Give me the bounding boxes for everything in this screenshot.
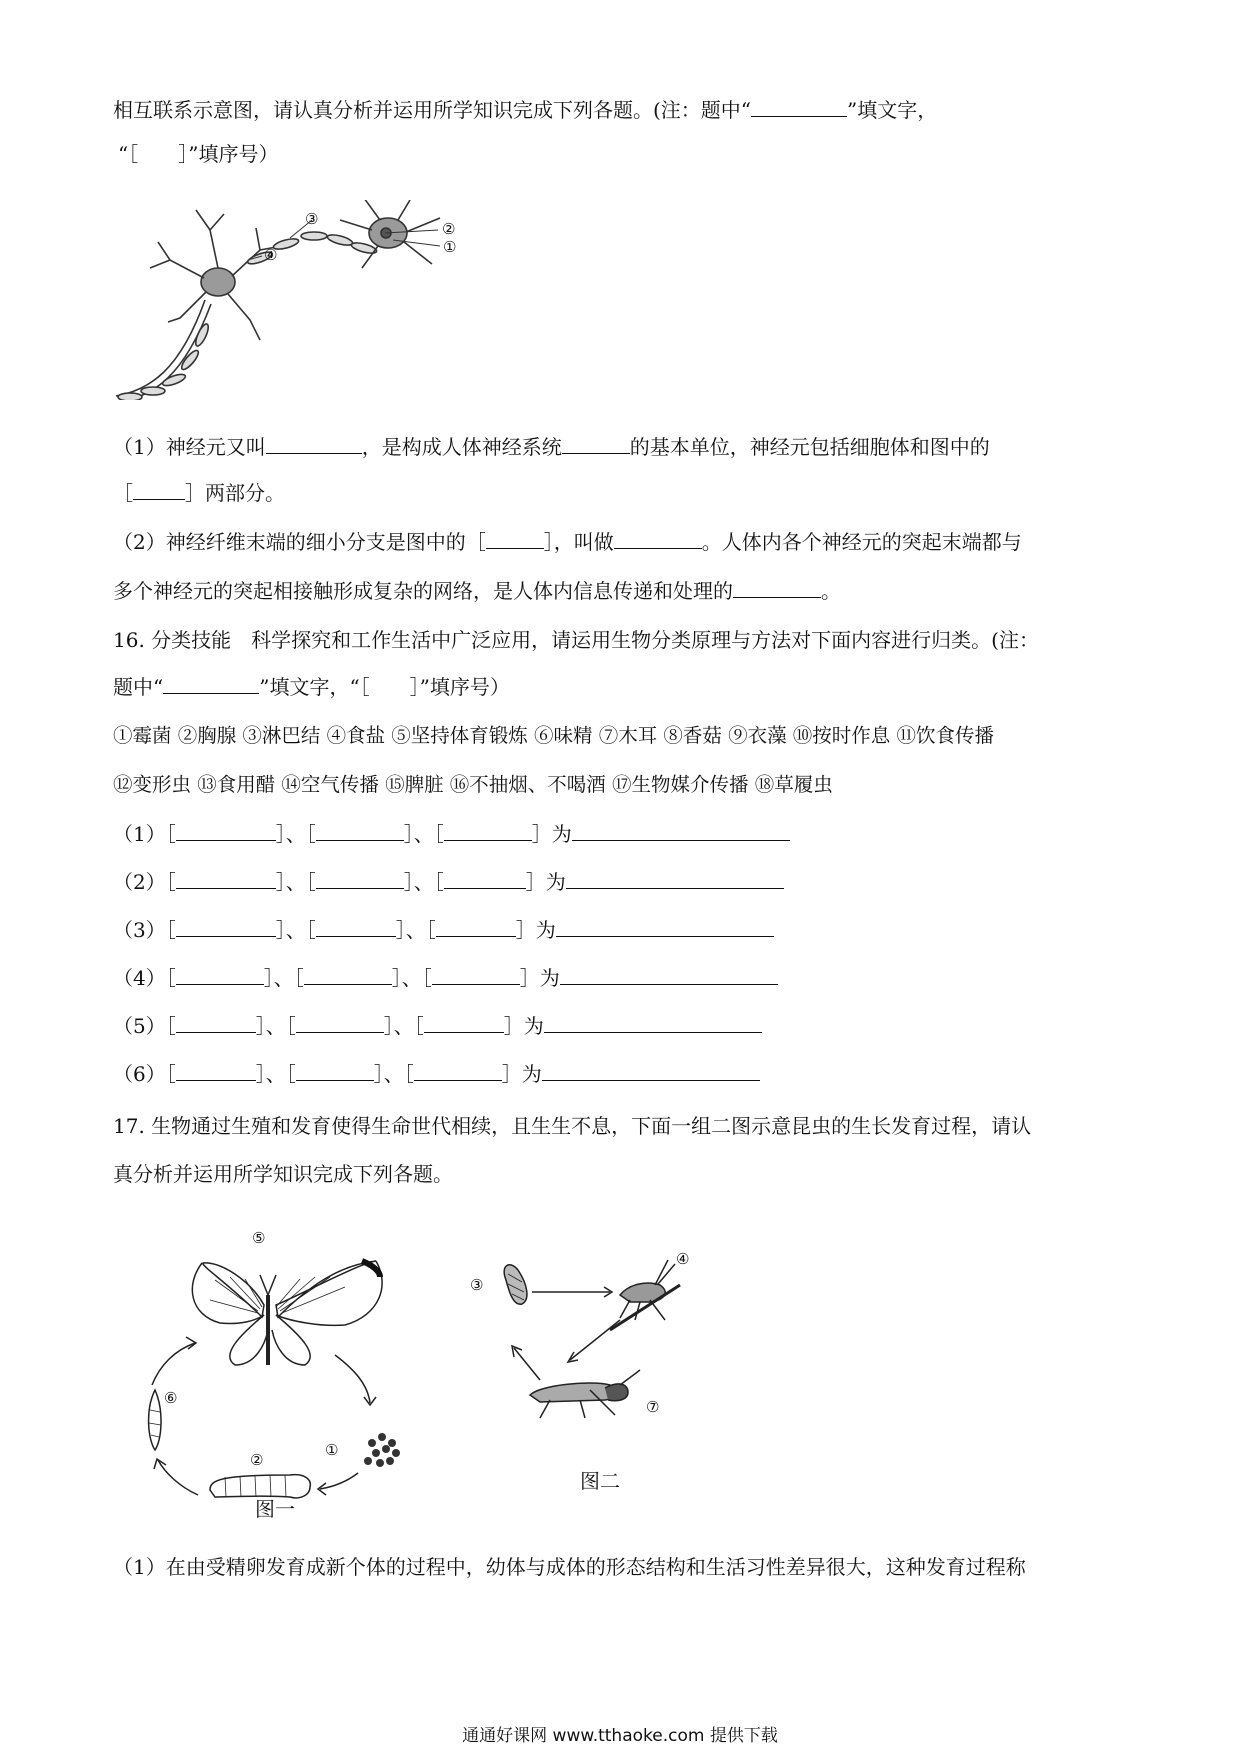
answer-blank [414,1060,502,1081]
q16-answer-row-6: （6）［ ］、［ ］、［ ］为 [113,1060,760,1088]
answer-blank [176,868,276,889]
q16-answer-row-3: （3）［ ］、［ ］、［ ］为 [113,916,774,944]
answer-blank [163,673,259,694]
answer-blank [436,916,516,937]
intro-line-1: 相互联系示意图，请认真分析并运用所学知识完成下列各题。(注：题中“ ”填文字， [113,98,938,122]
q16-answer-row-1: （1）［ ］、［ ］、［ ］为 [113,820,790,848]
answer-blank [176,964,264,985]
answer-blank [266,433,362,454]
figure-2-grasshopper-cycle [470,1240,710,1420]
q16-answer-row-4: （4）［ ］、［ ］、［ ］为 [113,964,778,992]
q15-part-1-cont: ［ ］两部分。 [113,481,285,505]
fig2-label-3: ③ [470,1276,484,1294]
answer-blank [432,964,520,985]
answer-blank [316,868,404,889]
neuron-diagram [110,200,530,400]
fig1-label-5: ⑤ [252,1229,266,1247]
answer-blank [444,820,532,841]
page-footer: 通通好课网 www.tthaoke.com 提供下载 [462,1726,778,1746]
q17-title-cont: 真分析并运用所学知识完成下列各题。 [113,1162,453,1186]
q15-part-2: （2）神经纤维末端的细小分支是图中的［ ］，叫做 。人体内各个神经元的突起末端都与 [113,530,1022,554]
neuron-label-3: ③ [305,210,319,228]
answer-blank [424,1012,504,1033]
fig1-label-2: ② [250,1451,264,1469]
answer-blank [444,868,526,889]
answer-blank [176,916,276,937]
q16-answer-row-2: （2）［ ］、［ ］、［ ］为 [113,868,784,896]
answer-blank [556,916,774,937]
answer-blank [566,868,784,889]
answer-blank [316,916,396,937]
q16-title-cont: 题中“ ”填文字，“［ ］”填序号） [113,675,510,699]
answer-blank [544,1012,762,1033]
q16-answer-row-5: （5）［ ］、［ ］、［ ］为 [113,1012,762,1040]
eggs-icon [364,1433,400,1467]
answer-blank [733,577,821,598]
answer-blank [614,528,702,549]
q16-items-line-2: ⑫变形虫 ⑬食用醋 ⑭空气传播 ⑮脾脏 ⑯不抽烟、不喝酒 ⑰生物媒介传播 ⑱草履虫 [113,773,833,796]
answer-blank [560,964,778,985]
fig2-label-7: ⑦ [646,1398,660,1416]
answer-blank [572,820,790,841]
fig1-label-1: ① [325,1441,339,1459]
figure-1-butterfly-cycle [140,1225,450,1515]
answer-blank [133,479,185,500]
figure-2-caption: 图二 [580,1469,620,1493]
answer-blank [296,1060,374,1081]
q15-part-1: （1）神经元又叫 ，是构成人体神经系统 的基本单位，神经元包括细胞体和图中的 [113,435,990,459]
answer-blank [486,528,544,549]
intro-line-2: “［ ］”填序号） [118,142,279,166]
answer-blank [542,1060,760,1081]
neuron-label-2: ② [442,220,456,238]
q15-part-3: 多个神经元的突起相接触形成复杂的网络，是人体内信息传递和处理的 。 [113,579,841,603]
answer-blank [296,1012,384,1033]
q16-items-line-1: ①霉菌 ②胸腺 ③淋巴结 ④食盐 ⑤坚持体育锻炼 ⑥味精 ⑦木耳 ⑧香菇 ⑨衣藻 ⑩按时作息 ⑪饮食传播 [113,724,994,747]
answer-blank [562,433,630,454]
answer-blank [304,964,392,985]
answer-blank [751,96,847,117]
answer-blank [176,1060,256,1081]
answer-blank [176,820,276,841]
answer-blank [316,820,404,841]
figure-1-caption: 图一 [255,1497,295,1521]
answer-blank [176,1012,256,1033]
q16-title: 16. 分类技能 科学探究和工作生活中广泛应用，请运用生物分类原理与方法对下面内容进行归类。(注： [113,628,1039,652]
fig2-label-4: ④ [676,1250,690,1268]
q17-title: 17. 生物通过生殖和发育使得生命世代相续，且生生不息，下面一组二图示意昆虫的生长发育过程，请认 [113,1114,1032,1138]
neuron-label-4: ④ [264,246,278,264]
neuron-label-1: ① [443,238,457,256]
fig1-label-6: ⑥ [164,1389,178,1407]
q17-part-1: （1）在由受精卵发育成新个体的过程中，幼体与成体的形态结构和生活习性差异很大，这种发育过程称 [113,1555,1026,1579]
